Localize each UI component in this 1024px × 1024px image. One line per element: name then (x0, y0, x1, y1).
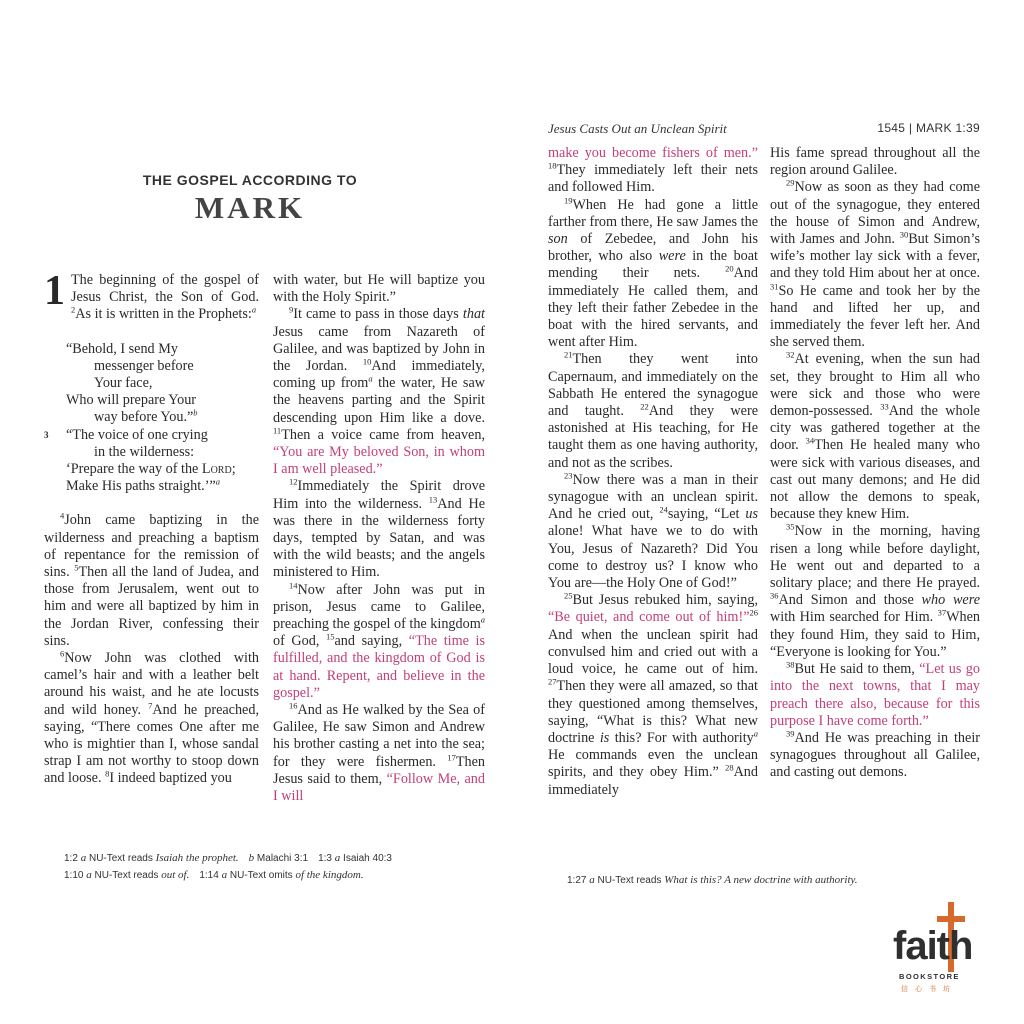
verse-28: And immediately (548, 764, 758, 798)
italic-word: us (745, 506, 758, 523)
footnote-marker[interactable]: a (480, 614, 485, 625)
column-2 (273, 272, 485, 805)
verse-number: 22 (640, 401, 649, 412)
verse-16: And as He walked by the Sea of Galilee, He saw Simon and Andrew his brother casting a net into the sea; for they were fishermen. (273, 702, 485, 770)
verse-17: Then Jesus said to them, (273, 753, 485, 787)
verse-10: And immediately, coming up from (273, 358, 485, 392)
verse-8-cont: with water, but He will baptize you with the Holy Spirit.” (273, 272, 485, 306)
verse-number: 36 (770, 590, 779, 601)
column-4 (770, 145, 980, 782)
verse-7: And he preached, saying, “There comes One after me who is mightier than I, whose sandal strap I am not worthy to stoop down and loose. (44, 701, 259, 787)
verse-22: And they were astonished at His teaching, for He taught them as one having authority, and not as the scribes. (548, 403, 758, 471)
verse-number: 23 (564, 470, 573, 481)
book-title: MARK (194, 190, 306, 225)
section-title: Jesus Casts Out an Unclean Spirit (548, 121, 727, 136)
verse-number: 31 (770, 280, 779, 291)
verse-31: So He came and took her by the hand and lifted her up, and immediately the fever left her. And she served them. (770, 282, 980, 351)
verse-15: and saying, (334, 633, 409, 650)
verse-24: saying, “Let (667, 506, 746, 523)
italic-word: that (462, 306, 485, 323)
verse-number: 2 (71, 304, 76, 315)
words-of-jesus: “The time is fulfilled, and the kingdom of God is at hand. Repent, and believe in the gospel.” (273, 633, 485, 701)
verse-34: Then He healed many who were sick with various diseases, and cast out many demons; and He did not allow the demons to speak, because they knew Him. (770, 437, 980, 523)
verse-19: in the boat mending their nets. (548, 248, 758, 282)
verse-number: 5 (74, 562, 79, 573)
verse-26: And when the unclean spirit had convulsed him and cried out with a loud voice, he came out of him. (548, 626, 758, 678)
verse-10: the water, He saw the heavens parting and the Spirit descending upon Him like a dove. (273, 375, 485, 426)
verse-35: Now in the morning, having risen a long while before daylight, He went out and departed to a solitary place; and there He prayed. (770, 523, 980, 592)
verse-number: 27 (548, 676, 557, 687)
verse-number: 37 (937, 607, 947, 618)
verse-27: Then they were all amazed, so that they questioned among themselves, saying, “What is this? What new doctrine (548, 678, 758, 746)
verse-number: 19 (564, 194, 573, 205)
verse-39: And He was preaching in their synagogues throughout all Galilee, and casting out demons. (770, 729, 980, 781)
cross-icon-bar (937, 916, 965, 922)
verse-number: 8 (105, 768, 110, 779)
verse-33: And the whole city was gathered together at the door. (770, 403, 980, 454)
column-1 (44, 268, 260, 788)
verse-number: 13 (428, 493, 438, 504)
verse-14: Now after John was put in prison, Jesus came to Galilee, preaching the gospel of the kingdom (273, 581, 485, 633)
words-of-jesus: “Let us go into the next towns, that I may preach there also, because for this purpose I have come forth.” (770, 661, 980, 729)
verse-number: 34 (805, 435, 815, 446)
verse-37: When they found Him, they said to Him, “Everyone is looking for You.” (770, 609, 980, 660)
footnote-marker[interactable]: a (215, 476, 220, 487)
verse-number: 29 (786, 177, 795, 188)
poem-line: Make His paths straight.’”$^a$ (66, 476, 220, 495)
verse-number: 35 (786, 521, 795, 532)
verse-14: of God, (273, 633, 326, 650)
verse-5: Then all the land of Judea, and those from Jerusalem, went out to him and were all baptized by him in the Jordan River, confessing their sins. (44, 564, 260, 649)
verse-number: 20 (725, 263, 734, 274)
verse-36: with Him searched for Him. (770, 609, 938, 626)
verse-number: 7 (148, 699, 153, 710)
poem-line: in the wilderness: (94, 443, 195, 460)
verse-number: 11 (273, 425, 282, 436)
verse-number: 26 (749, 607, 758, 618)
verse-38: But He said to them, (794, 661, 920, 678)
verse-27: this? For with authority (609, 729, 754, 746)
poem-line: ‘Prepare the way of the Lord; (66, 461, 236, 478)
poem-line: way before You.”$^b$ (94, 407, 198, 426)
quoted-prophecy (44, 341, 259, 496)
verse-36: And Simon and those (778, 592, 922, 609)
verse-30: But Simon’s wife’s mother lay sick with a fever, and they told Him about her at once. (770, 231, 980, 282)
footnote-marker[interactable]: a (368, 373, 373, 384)
italic-word: is (599, 729, 610, 746)
verse-number: 16 (289, 700, 298, 711)
chapter-number: 1 (44, 268, 65, 314)
footnotes-left: 1:2 a NU-Text reads Isaiah the prophet. b Malachi 3:1 1:3 a Isaiah 40:3 1:10 a NU-Text reads out of. 1:14 a NU-Text omits of the kingdom. (64, 852, 392, 881)
footnotes-right: 1:27 a NU-Text reads What is this? A new doctrine with authority. (567, 874, 858, 886)
verse-number: 39 (786, 728, 795, 739)
verse-32: At evening, when the sun had set, they brought to Him all who were sick and those who were demon-possessed. (770, 351, 980, 420)
footnote-marker[interactable]: a (753, 728, 759, 739)
heading-pre: THE GOSPEL ACCORDING TO (142, 172, 358, 188)
verse-2: As it is written in the Prophets: (75, 306, 252, 323)
verse-number: 18 (548, 160, 557, 171)
words-of-jesus: “Be quiet, and come out of him!” (548, 609, 750, 626)
verse-number: 9 (289, 304, 294, 315)
italic-word: who were (921, 592, 981, 609)
verse-number: 12 (289, 476, 298, 487)
verse-13: And He was there in the wilderness forty days, tempted by Satan, and was with the wild beasts; and the angels ministered to Him. (273, 495, 485, 581)
column-3 (548, 145, 758, 799)
footnote-marker[interactable]: b (193, 407, 198, 418)
verse-number: 33 (880, 401, 889, 412)
verse-number: 28 (725, 762, 734, 773)
verse-number: 25 (564, 590, 573, 601)
italic-word: son (548, 231, 568, 248)
verse-number: 30 (899, 229, 909, 240)
verse-9: Jesus came from Nazareth of Galilee, and was baptized by John in the Jordan. (273, 323, 485, 375)
footnote-marker[interactable]: a (251, 304, 257, 315)
faith-bookstore-logo (893, 902, 993, 994)
verse-8: I indeed baptized you (109, 770, 232, 787)
verse-number: 38 (786, 659, 795, 670)
verse-number: 32 (786, 349, 795, 360)
gospel-heading (110, 172, 390, 226)
poem-line: “Behold, I send My (66, 340, 178, 357)
italic-word: were (658, 248, 686, 265)
verse-19: When He had gone a little farther from there, He saw James the (548, 196, 758, 230)
verse-9: It came to pass in those days (293, 306, 463, 323)
verse-18: They immediately left their nets and followed Him. (548, 162, 758, 196)
verse-number: 14 (289, 579, 298, 590)
verse-11: Then a voice came from heaven, (281, 426, 485, 443)
verse-19: of Zebedee, and John his brother, who also (548, 231, 758, 265)
verse-number: 21 (564, 349, 573, 360)
verse-21: Then they went into Capernaum, and immediately on the Sabbath He entered the synagogue and taught. (548, 351, 758, 420)
logo-word: faith (893, 924, 973, 968)
poem-line: 3 “The voice of one crying (44, 426, 208, 443)
verse-6: Now John was clothed with camel’s hair and with a leather belt around his waist, and he ate locusts and wild honey. (44, 650, 259, 718)
running-header (548, 121, 980, 137)
verse-20: And immediately He called them, and they left their father Zebedee in the boat with the hired servants, and went after Him. (548, 265, 758, 351)
logo-chinese: 信心书坊 (901, 985, 957, 993)
verse-24: alone! What have we to do with You, Jesus of Nazareth? Did You come to destroy us? I know who You are—the Holy One of God!” (548, 523, 758, 592)
verse-23: Now there was a man in their synagogue with an unclean spirit. And he cried out, (548, 471, 758, 523)
verse-number: 4 (60, 510, 65, 521)
verse-number: 17 (447, 751, 456, 762)
verse-28-cont: His fame spread throughout all the region around Galilee. (770, 145, 980, 179)
verse-number: 24 (659, 504, 668, 515)
verse-number: 10 (362, 356, 372, 367)
words-of-jesus: “Follow Me, and I will (273, 770, 485, 805)
verse-27: He commands even the unclean spirits, and they obey Him.” (548, 747, 758, 781)
words-of-jesus: make you become fishers of men.” (548, 145, 758, 161)
verse-1: The beginning of the gospel of Jesus Christ, the Son of God. (71, 272, 259, 306)
verse-4: John came baptizing in the wilderness and preaching a baptism of repentance for the remission of sins. (44, 512, 259, 581)
verse-number: 15 (326, 631, 335, 642)
verse-12: Immediately the Spirit drove Him into the wilderness. (273, 478, 485, 512)
verse-29: Now as soon as they had come out of the synagogue, they entered the house of Simon and Andrew, with James and John. (770, 179, 980, 248)
poem-line: Your face, (94, 375, 153, 392)
verse-number: 3 (44, 429, 49, 440)
words-of-god: “You are My beloved Son, in whom I am well pleased.” (273, 444, 485, 478)
poem-line: messenger before (94, 357, 194, 374)
verse-number: 6 (60, 648, 65, 659)
poem-line: Who will prepare Your (66, 392, 197, 409)
page-reference: 1545 | MARK 1:39 (877, 121, 980, 135)
verse-25: But Jesus rebuked him, saying, (572, 592, 758, 609)
logo-subtitle: BOOKSTORE (899, 972, 960, 981)
